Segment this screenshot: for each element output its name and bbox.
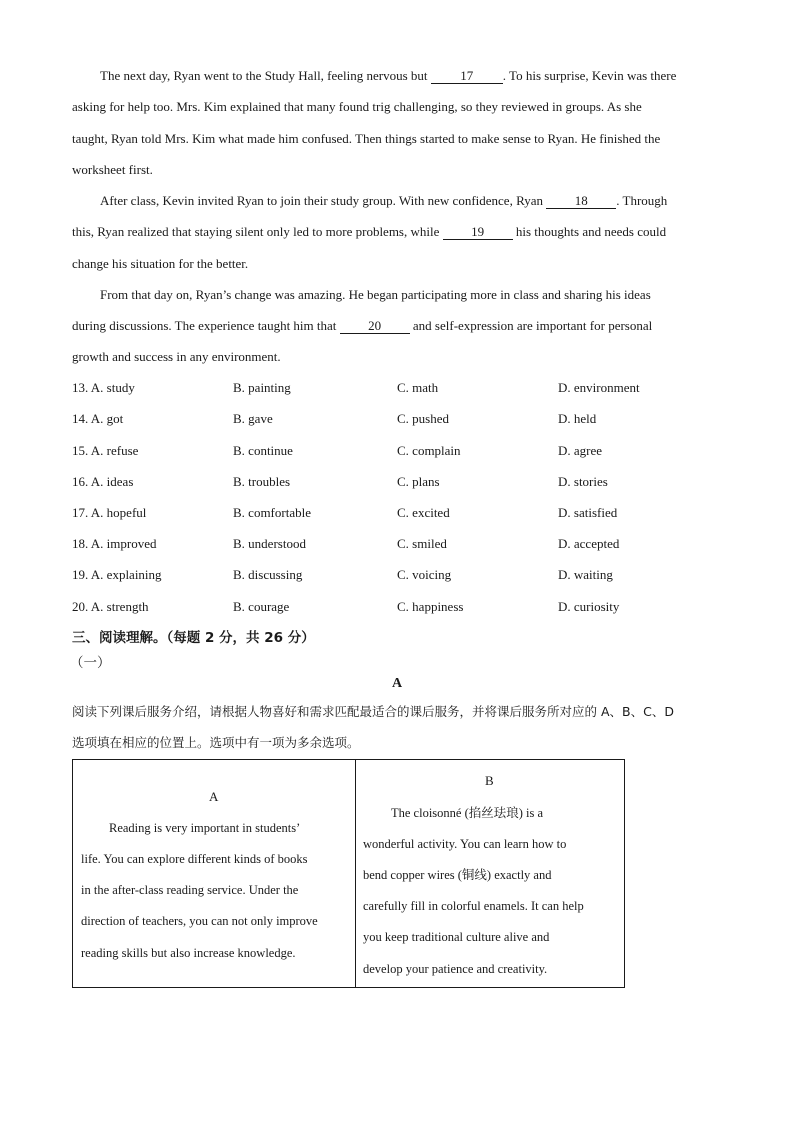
option[interactable]: B. comfortable	[233, 505, 311, 520]
question-18-options	[72, 536, 722, 552]
question-20-options	[72, 599, 722, 615]
question-19-options	[72, 567, 722, 583]
option[interactable]: D. curiosity	[558, 599, 620, 614]
services-table	[72, 759, 625, 988]
option[interactable]: B. painting	[233, 380, 291, 395]
service-b-text: you keep traditional culture alive and	[363, 930, 550, 944]
blank-18[interactable]: 18	[546, 194, 616, 209]
passage-line	[72, 224, 666, 240]
option[interactable]: C. pushed	[397, 411, 449, 426]
option[interactable]: D. agree	[558, 443, 603, 458]
option[interactable]: C. complain	[397, 443, 461, 458]
question-16-options	[72, 474, 722, 490]
service-a-label: A	[209, 789, 219, 804]
option[interactable]: 15. A. refuse	[72, 443, 139, 458]
passage-line: asking for help too. Mrs. Kim explained that many found trig challenging, so they reviewed in groups. As she	[72, 99, 642, 114]
option[interactable]: C. voicing	[397, 567, 452, 582]
question-13-options	[72, 380, 722, 396]
option[interactable]: 20. A. strength	[72, 599, 149, 614]
service-a-text: life. You can explore different kinds of books	[81, 852, 308, 866]
option[interactable]: 16. A. ideas	[72, 474, 134, 489]
option[interactable]: 13. A. study	[72, 380, 135, 395]
part-title: A	[391, 676, 403, 691]
option[interactable]: D. waiting	[558, 567, 613, 582]
service-b-text: The cloisonné (掐丝珐琅) is a	[391, 806, 544, 820]
option[interactable]: B. courage	[233, 599, 290, 614]
table-divider	[355, 760, 356, 987]
passage-text: After class, Kevin invited Ryan to join their study group. With new confidence, Ryan	[100, 193, 547, 208]
passage-text: The next day, Ryan went to the Study Hall, feeling nervous but	[100, 68, 431, 83]
passage-line: taught, Ryan told Mrs. Kim what made him confused. Then things started to make sense to Ryan. He finished the	[72, 131, 661, 146]
service-b-text: wonderful activity. You can learn how to	[363, 837, 567, 851]
blank-20[interactable]: 20	[340, 319, 410, 334]
passage-text: and self-expression are important for personal	[409, 318, 653, 333]
instruction-line: 阅读下列课后服务介绍，请根据人物喜好和需求匹配最适合的课后服务，并将课后服务所对应的 A、B、C、D	[72, 704, 674, 719]
passage-text: this, Ryan realized that staying silent only led to more problems, while	[72, 224, 443, 239]
service-b-text: develop your patience and creativity.	[363, 962, 548, 976]
passage-line: growth and success in any environment.	[72, 349, 281, 364]
question-17-options	[72, 505, 722, 521]
instruction-line: 选项填在相应的位置上。选项中有一项为多余选项。	[72, 735, 360, 750]
option[interactable]: D. held	[558, 411, 597, 426]
passage-text: his thoughts and needs could	[512, 224, 667, 239]
option[interactable]: D. stories	[558, 474, 608, 489]
option[interactable]: B. understood	[233, 536, 306, 551]
option[interactable]: C. happiness	[397, 599, 464, 614]
passage-line: From that day on, Ryan’s change was amazing. He began participating more in class and sharing his ideas	[100, 287, 651, 302]
blank-17[interactable]: 17	[431, 69, 503, 84]
option[interactable]: B. discussing	[233, 567, 303, 582]
option[interactable]: C. smiled	[397, 536, 447, 551]
service-a-text: Reading is very important in students’	[109, 821, 301, 835]
service-b-text: bend copper wires (铜线) exactly and	[363, 868, 552, 882]
option[interactable]: D. satisfied	[558, 505, 618, 520]
option[interactable]: C. math	[397, 380, 439, 395]
option[interactable]: 17. A. hopeful	[72, 505, 147, 520]
section-heading: 三、阅读理解。（每题 2 分，共 26 分）	[72, 630, 315, 646]
service-a-text: in the after-class reading service. Under the	[81, 883, 299, 897]
service-b-label: B	[485, 773, 494, 788]
passage-line	[100, 193, 667, 209]
service-b-text: carefully fill in colorful enamels. It can help	[363, 899, 584, 913]
blank-19[interactable]: 19	[443, 225, 513, 240]
option[interactable]: 19. A. explaining	[72, 567, 162, 582]
service-a-text: direction of teachers, you can not only improve	[81, 914, 318, 928]
subsection-label: （一）	[70, 655, 111, 671]
option[interactable]: B. gave	[233, 411, 273, 426]
option[interactable]: B. troubles	[233, 474, 291, 489]
option[interactable]: D. environment	[558, 380, 640, 395]
passage-text: . To his surprise, Kevin was there	[502, 68, 677, 83]
option[interactable]: 18. A. improved	[72, 536, 157, 551]
passage-line: change his situation for the better.	[72, 256, 249, 271]
question-15-options	[72, 443, 722, 459]
passage-line	[100, 68, 676, 84]
option[interactable]: 14. A. got	[72, 411, 124, 426]
service-a-text: reading skills but also increase knowledge.	[81, 946, 296, 960]
question-14-options	[72, 411, 722, 427]
option[interactable]: C. plans	[397, 474, 440, 489]
option[interactable]: D. accepted	[558, 536, 620, 551]
option[interactable]: B. continue	[233, 443, 293, 458]
option[interactable]: C. excited	[397, 505, 450, 520]
passage-text: . Through	[616, 193, 668, 208]
passage-line	[72, 318, 652, 334]
passage-text: during discussions. The experience taught him that	[72, 318, 340, 333]
passage-line: worksheet first.	[72, 162, 153, 177]
